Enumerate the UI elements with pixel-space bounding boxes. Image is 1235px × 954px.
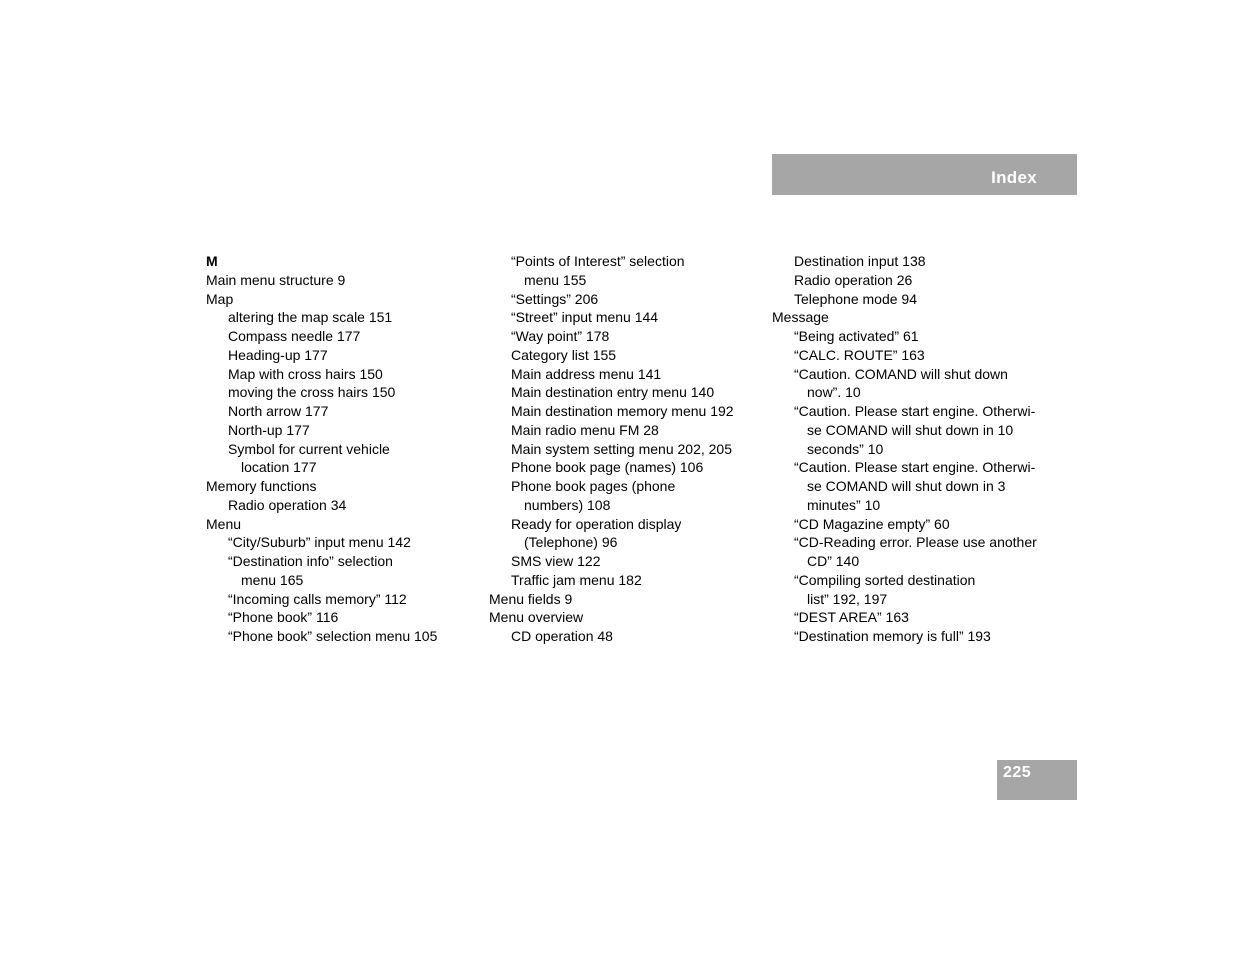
index-entry: numbers) 108 bbox=[524, 496, 611, 513]
section-title: Index bbox=[991, 168, 1037, 187]
index-entry: Main address menu 141 bbox=[511, 365, 662, 382]
index-entry: Destination input 138 bbox=[794, 253, 926, 269]
index-entry: “CD Magazine empty” 60 bbox=[794, 515, 950, 532]
index-entry: CD operation 48 bbox=[511, 628, 613, 644]
index-entry: “Destination info” selection bbox=[228, 553, 393, 569]
index-entry: Phone book pages (phone bbox=[511, 478, 676, 494]
index-entry: CD” 140 bbox=[807, 553, 860, 569]
index-entry: Map with cross hairs 150 bbox=[228, 365, 383, 382]
index-letter-heading: M bbox=[206, 253, 218, 269]
index-entry: “Settings” 206 bbox=[511, 290, 599, 307]
index-entry: Menu bbox=[206, 515, 242, 532]
index-entry: North arrow 177 bbox=[228, 403, 329, 419]
index-entry: Compass needle 177 bbox=[228, 328, 361, 344]
index-entry: Main destination entry menu 140 bbox=[511, 384, 715, 401]
index-entry: seconds” 10 bbox=[807, 440, 884, 457]
index-entry: Radio operation 34 bbox=[228, 496, 347, 513]
index-entry: “CALC. ROUTE” 163 bbox=[794, 346, 925, 363]
index-entry: SMS view 122 bbox=[511, 553, 601, 569]
index-entry: Heading-up 177 bbox=[228, 346, 328, 363]
index-entry: “Street” input menu 144 bbox=[511, 309, 659, 326]
index-entry: “Points of Interest” selection bbox=[511, 253, 685, 269]
index-entry: “Compiling sorted destination bbox=[794, 571, 976, 588]
index-entry: now”. 10 bbox=[807, 384, 861, 401]
index-entry: “Phone book” selection menu 105 bbox=[228, 628, 438, 644]
index-entry: “Phone book” 116 bbox=[228, 609, 339, 626]
index-column-3 bbox=[772, 252, 1062, 646]
index-entry: “DEST AREA” 163 bbox=[794, 609, 909, 626]
index-entry: Main destination memory menu 192 bbox=[511, 403, 734, 419]
index-entry: “City/Suburb” input menu 142 bbox=[228, 534, 411, 551]
index-entry: “Being activated” 61 bbox=[794, 328, 919, 344]
index-entry: menu 165 bbox=[241, 571, 304, 588]
index-entry: North-up 177 bbox=[228, 421, 310, 438]
index-entry: “Incoming calls memory” 112 bbox=[228, 590, 407, 607]
page-number: 225 bbox=[1003, 764, 1032, 781]
index-entry: (Telephone) 96 bbox=[524, 534, 618, 551]
index-entry: Message bbox=[772, 309, 829, 326]
index-entry: list” 192, 197 bbox=[807, 590, 888, 607]
index-entry: Ready for operation display bbox=[511, 515, 682, 532]
index-entry: minutes” 10 bbox=[807, 496, 881, 513]
section-header-bar bbox=[772, 154, 1077, 195]
index-entry: Main menu structure 9 bbox=[206, 271, 346, 288]
index-entry: Memory functions bbox=[206, 478, 317, 494]
index-entry: Radio operation 26 bbox=[794, 271, 913, 288]
page-number-box bbox=[997, 760, 1077, 800]
index-entry: menu 155 bbox=[524, 271, 587, 288]
index-entry: Main radio menu FM 28 bbox=[511, 421, 659, 438]
index-entry: Main system setting menu 202, 205 bbox=[511, 440, 733, 457]
index-entry: “Way point” 178 bbox=[511, 328, 610, 344]
index-entry: Map bbox=[206, 290, 234, 307]
index-entry: “Caution. COMAND will shut down bbox=[794, 365, 1008, 382]
index-entry: “Caution. Please start engine. Otherwi- bbox=[794, 403, 1036, 419]
index-entry: Telephone mode 94 bbox=[794, 290, 917, 307]
index-entry: Symbol for current vehicle bbox=[228, 440, 390, 457]
index-entry: se COMAND will shut down in 10 bbox=[807, 421, 1014, 438]
index-entry: Menu fields 9 bbox=[489, 590, 573, 607]
index-entry: moving the cross hairs 150 bbox=[228, 384, 396, 401]
index-column-1 bbox=[206, 252, 476, 646]
index-entry: Phone book page (names) 106 bbox=[511, 459, 704, 476]
index-entry: altering the map scale 151 bbox=[228, 309, 393, 326]
index-entry: location 177 bbox=[241, 459, 317, 476]
index-entry: se COMAND will shut down in 3 bbox=[807, 478, 1006, 494]
index-entry: Menu overview bbox=[489, 609, 584, 626]
index-entry: “Destination memory is full” 193 bbox=[794, 628, 991, 644]
index-entry: “Caution. Please start engine. Otherwi- bbox=[794, 459, 1036, 476]
index-entry: “CD-Reading error. Please use another bbox=[794, 534, 1037, 551]
index-column-2 bbox=[489, 252, 769, 646]
index-entry: Category list 155 bbox=[511, 346, 617, 363]
index-entry: Traffic jam menu 182 bbox=[511, 571, 642, 588]
